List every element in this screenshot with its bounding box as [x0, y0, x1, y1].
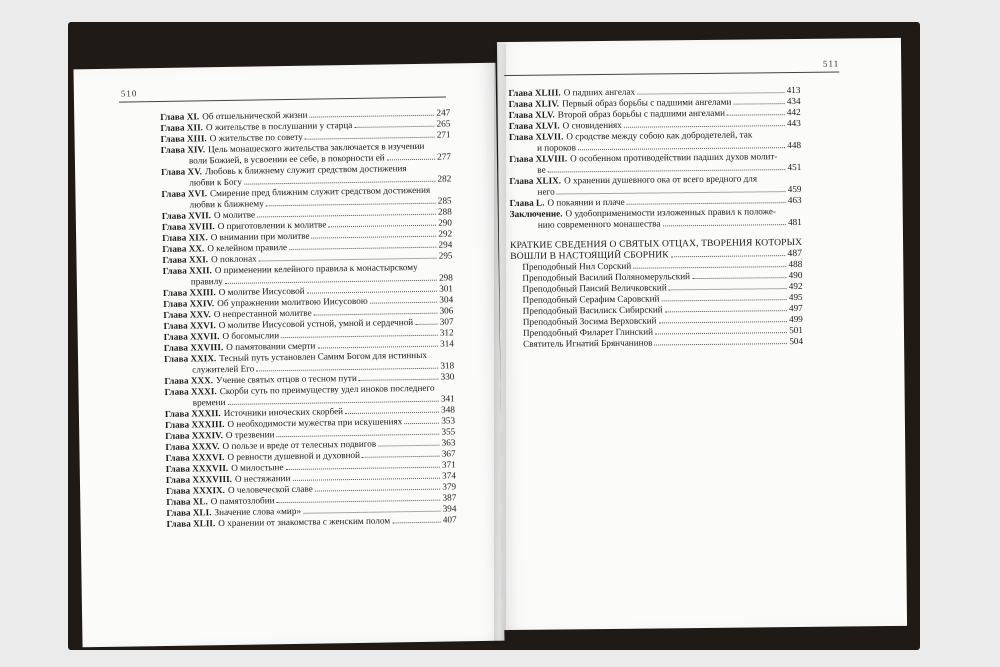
page-ref: 448	[787, 139, 802, 151]
chapter-title: Значение слова «мир»	[214, 505, 302, 518]
page-ref: 394	[442, 503, 457, 514]
chapter-title: Цель монашеского жительства заключается в изучении	[208, 140, 425, 155]
page-ref: 487	[787, 247, 803, 260]
chapter-title: Любовь к ближнему служит средством достижения	[204, 163, 407, 177]
dot-leader	[665, 310, 787, 312]
chapter-label: Глава XXIV.	[163, 298, 215, 309]
chapter-title: Учение святых отцов о тесном пути	[215, 372, 357, 386]
chapter-title: Об отшельнической жизни	[202, 109, 308, 122]
chapter-label: Глава XLIII.	[508, 87, 561, 99]
dot-leader	[557, 191, 786, 194]
dot-leader	[307, 291, 438, 294]
chapter-title: О богомыслии	[222, 330, 280, 342]
dot-leader	[314, 313, 438, 316]
saint-name: Преподобный Паисий Величковский	[522, 282, 667, 294]
page-ref: 306	[439, 305, 454, 316]
page-ref: 379	[442, 481, 457, 492]
page-ref: 371	[441, 459, 456, 470]
page-ref: 277	[437, 151, 451, 162]
chapter-title: Смирение пред ближним служит средством достижения	[209, 184, 431, 199]
chapter-title: О нестяжании	[234, 472, 291, 484]
chapter-label: Глава XLIX.	[509, 175, 562, 187]
chapter-title: Первый образ борьбы с падшими ангелами	[562, 96, 732, 109]
chapter-label: Глава XX.	[162, 243, 205, 254]
saint-entry	[511, 336, 803, 350]
dot-leader	[256, 368, 438, 372]
chapter-title: О поклонах	[210, 253, 257, 265]
page-ref: 355	[441, 426, 456, 437]
chapter-title: любви к Богу	[189, 176, 243, 188]
chapter-title: Об упражнении молитвою Иисусовою	[217, 295, 368, 309]
chapter-title: времени	[192, 397, 226, 408]
saint-name: Святитель Игнатий Брянчанинов	[523, 337, 653, 349]
page-ref: 413	[786, 84, 801, 96]
toc-entry	[510, 206, 802, 231]
dot-leader	[633, 266, 786, 269]
chapter-label: Глава XXXIII.	[165, 419, 225, 430]
chapter-label: Глава XVI.	[161, 188, 208, 199]
chapter-label: Глава XXXI.	[164, 386, 217, 397]
chapter-title: воли Божией, в усвоении ее себе, в покорности ей	[188, 152, 385, 166]
chapter-title: нию современного монашества	[537, 218, 661, 230]
chapter-label: Глава XIX.	[162, 232, 208, 243]
toc-line	[510, 217, 802, 231]
page-ref: 348	[441, 404, 455, 415]
page-ref: 292	[438, 228, 453, 239]
saint-name: Преподобный Василий Поляномерульский	[522, 271, 691, 283]
page-ref: 374	[442, 470, 456, 481]
page-number-left: 510	[120, 88, 138, 99]
dot-leader	[292, 478, 440, 481]
chapter-title: него	[537, 186, 555, 197]
dot-leader	[661, 299, 786, 301]
chapter-label: Глава XXV.	[163, 309, 211, 320]
page-ref: 247	[436, 107, 451, 118]
chapter-label: Глава XLII.	[166, 518, 216, 529]
chapter-title: О человеческой славе	[227, 483, 313, 495]
chapter-label: Глава XXXVII.	[165, 462, 229, 474]
chapter-label: Глава L.	[509, 197, 545, 209]
dot-leader	[655, 332, 787, 334]
page-ref: 442	[786, 106, 801, 118]
page-ref: 459	[787, 183, 802, 195]
chapter-label: Глава XXI.	[162, 254, 209, 265]
chapter-label: Глава XLVI.	[508, 120, 560, 132]
chapter-title: и пороков	[536, 142, 576, 153]
page-ref: 443	[786, 117, 801, 129]
chapter-title: О хранении душевного ока от всего вредного для	[564, 173, 758, 186]
dot-leader	[404, 423, 439, 425]
chapter-title: О необходимости мужества при искушениях	[227, 416, 403, 429]
chapter-label: Глава XIII.	[160, 133, 207, 144]
section-title-text: КРАТКИЕ СВЕДЕНИЯ О СВЯТЫХ ОТЦАХ, ТВОРЕНИЯ КОТОРЫХ	[510, 236, 803, 252]
dot-leader	[378, 445, 439, 447]
chapter-title: О жительстве в послушании у старца	[205, 119, 353, 133]
page-ref: 497	[788, 302, 803, 314]
dot-leader	[669, 288, 787, 290]
page-ref: 490	[788, 269, 803, 281]
chapter-label: Глава XLVII.	[508, 131, 564, 143]
chapter-title: О молитве Иисусовой устной, умной и сердечной	[218, 317, 414, 331]
chapter-title: О сродстве между собою как добродетелей, так	[566, 129, 753, 142]
dot-leader	[315, 489, 441, 492]
dot-leader	[578, 147, 785, 150]
header-rule-right	[504, 72, 839, 77]
page-ref: 363	[441, 437, 456, 448]
page-ref: 387	[442, 492, 457, 503]
dot-leader	[627, 202, 786, 205]
page-ref: 314	[439, 338, 454, 349]
dot-leader	[392, 522, 441, 524]
chapter-label: Глава XII.	[160, 122, 203, 133]
dot-leader	[289, 247, 436, 250]
page-ref: 318	[440, 360, 455, 371]
chapter-label: Глава XXX.	[164, 375, 214, 386]
chapter-label: Заключение.	[509, 208, 563, 220]
chapter-label: Глава XV.	[161, 166, 202, 177]
toc-entry	[509, 173, 801, 198]
dot-leader	[345, 412, 439, 414]
dot-leader	[671, 255, 786, 257]
toc-list-right	[508, 85, 803, 350]
chapter-title: О применении келейного правила к монастырскому	[214, 261, 418, 276]
chapter-label: Глава XXVIII.	[163, 342, 224, 353]
chapter-title: О пользе и вреде от телесных подвигов	[222, 438, 377, 452]
dot-leader	[266, 203, 436, 207]
chapter-title: Тесный путь установлен Самим Богом для истинных	[219, 349, 428, 364]
chapter-title: О падших ангелах	[563, 86, 636, 98]
header-rule-left	[119, 97, 446, 103]
right-page	[497, 38, 907, 630]
toc-entry	[509, 151, 801, 176]
page-ref: 304	[439, 294, 454, 305]
chapter-label: Глава XLIV.	[508, 98, 560, 110]
chapter-label: Глава XXXIV.	[165, 430, 223, 441]
chapter-title: О трезвении	[225, 429, 275, 441]
chapter-title: Источники иноческих скорбей	[223, 406, 344, 419]
chapter-title: ве	[537, 164, 546, 175]
saint-name: Преподобный Филарет Глинский	[522, 326, 654, 338]
toc-entry	[509, 129, 801, 154]
chapter-label: Глава XLI.	[166, 507, 212, 518]
page-ref: 265	[436, 118, 451, 129]
page-ref: 301	[439, 283, 454, 294]
page-number-right: 511	[822, 58, 840, 69]
chapter-label: Глава XXIX.	[163, 353, 217, 364]
page-ref: 463	[787, 194, 802, 206]
chapter-label: Глава XLV.	[508, 109, 555, 121]
dot-leader	[328, 225, 436, 228]
dot-leader	[637, 92, 785, 95]
dot-leader	[303, 511, 441, 514]
dot-leader	[415, 324, 438, 325]
chapter-label: Глава XLVIII.	[509, 153, 568, 165]
page-ref: 290	[438, 217, 453, 228]
dot-leader	[317, 346, 438, 349]
chapter-label: Глава XL.	[166, 496, 208, 507]
dot-leader	[277, 434, 440, 438]
page-ref: 451	[787, 161, 802, 173]
chapter-label: Глава XXIII.	[162, 287, 216, 298]
chapter-title: Второй образ борьбы с падшими ангелами	[557, 107, 726, 120]
dot-leader	[733, 103, 784, 105]
chapter-title: служителей Его	[192, 363, 255, 375]
page-ref: 294	[438, 239, 453, 250]
page-ref: 501	[789, 324, 804, 336]
chapter-label: Глава XXXVIII.	[165, 473, 233, 485]
page-ref: 307	[439, 316, 454, 327]
page-ref: 434	[786, 95, 801, 107]
chapter-title: О приготовлении к молитве	[217, 219, 327, 232]
dot-leader	[370, 302, 438, 304]
chapter-title: О покаянии и плаче	[547, 196, 625, 208]
page-ref: 298	[438, 272, 453, 283]
page-ref: 481	[787, 216, 802, 228]
chapter-title: О внимании при молитве	[210, 230, 310, 243]
page-ref: 295	[438, 250, 453, 261]
dot-leader	[662, 224, 786, 226]
chapter-title: О непрестанной молитве	[213, 307, 312, 320]
chapter-label: Глава XXXVI.	[165, 452, 225, 463]
dot-leader	[354, 126, 434, 128]
dot-leader	[362, 456, 440, 458]
chapter-label: Глава XXXII.	[164, 408, 221, 419]
dot-leader	[277, 500, 441, 504]
dot-leader	[244, 181, 436, 185]
page-ref: 285	[437, 195, 452, 206]
chapter-title: О удобоприменимости изложенных правил к положе-	[565, 206, 777, 219]
book-spine-shadow	[494, 44, 506, 644]
saint-name: Преподобный Серафим Саровский	[522, 293, 660, 305]
dot-leader	[692, 277, 787, 279]
chapter-label: Глава XXVII.	[163, 331, 220, 342]
chapter-title: О жительстве по совету	[209, 131, 303, 144]
chapter-label: Глава XXII.	[162, 265, 212, 276]
dot-leader	[387, 159, 435, 161]
left-page	[73, 63, 504, 648]
dot-leader	[312, 236, 437, 239]
page-ref: 488	[788, 258, 803, 270]
page-ref: 271	[436, 129, 451, 140]
dot-leader	[286, 467, 440, 470]
dot-leader	[257, 214, 436, 218]
chapter-label: Глава XXXIX.	[166, 485, 226, 496]
chapter-label: Глава XXVI.	[163, 320, 216, 331]
chapter-title: О милостыне	[231, 462, 284, 473]
dot-leader	[281, 335, 438, 338]
chapter-title: О молитве Иисусовой	[218, 285, 305, 298]
chapter-title: правилу	[190, 276, 223, 287]
page-ref: 353	[441, 415, 456, 426]
chapter-label: Глава XVIII.	[161, 221, 215, 232]
toc-line	[523, 336, 803, 350]
toc-list-left	[160, 107, 457, 530]
dot-leader	[259, 258, 437, 262]
dot-leader	[359, 379, 439, 381]
chapter-title: Скорби суть по преимуществу удел иноков последнего	[219, 382, 435, 397]
chapter-label: Глава XI.	[160, 111, 200, 122]
section-title-text: ВОШЛИ В НАСТОЯЩИЙ СБОРНИК	[510, 249, 669, 263]
chapter-title: О памятозлобии	[210, 495, 275, 507]
dot-leader	[548, 169, 786, 172]
chapter-title: О сновидениях	[562, 119, 622, 131]
page-ref: 495	[788, 291, 803, 303]
page-ref: 504	[789, 335, 804, 347]
page-ref: 499	[789, 313, 803, 325]
saint-name: Преподобный Василиск Сибирский	[522, 304, 663, 316]
chapter-label: Глава XVII.	[161, 210, 212, 221]
dot-leader	[654, 343, 787, 345]
dot-leader	[624, 125, 785, 128]
chapter-label: Глава XIV.	[160, 144, 206, 155]
chapter-title: О молитве	[213, 209, 256, 221]
page-ref: 288	[437, 206, 452, 217]
page-ref: 330	[440, 371, 455, 382]
section-heading	[510, 237, 802, 262]
page-ref: 492	[788, 280, 803, 292]
dot-leader	[659, 321, 788, 323]
dot-leader	[310, 115, 435, 118]
saint-name: Преподобный Нил Сорский	[522, 260, 632, 272]
page-ref: 367	[441, 448, 456, 459]
chapter-label: Глава XXXV.	[165, 441, 220, 452]
page-ref: 312	[439, 327, 454, 338]
chapter-title: О келейном правиле	[207, 242, 288, 254]
chapter-title: О ревности душевной и духовной	[227, 449, 361, 462]
chapter-title: О хранении от знакомства с женским полом	[218, 515, 391, 529]
page-ref: 282	[437, 173, 452, 184]
dot-leader	[305, 137, 435, 140]
page-ref: 341	[440, 393, 455, 404]
chapter-title: О особенном противодействии падших духов молит-	[570, 151, 778, 164]
dot-leader	[727, 114, 785, 116]
page-ref: 407	[442, 514, 457, 525]
chapter-title: О памятовании смерти	[226, 340, 316, 352]
chapter-title: любви к ближнему	[189, 198, 264, 210]
saint-name: Преподобный Зосима Верховский	[522, 315, 657, 327]
